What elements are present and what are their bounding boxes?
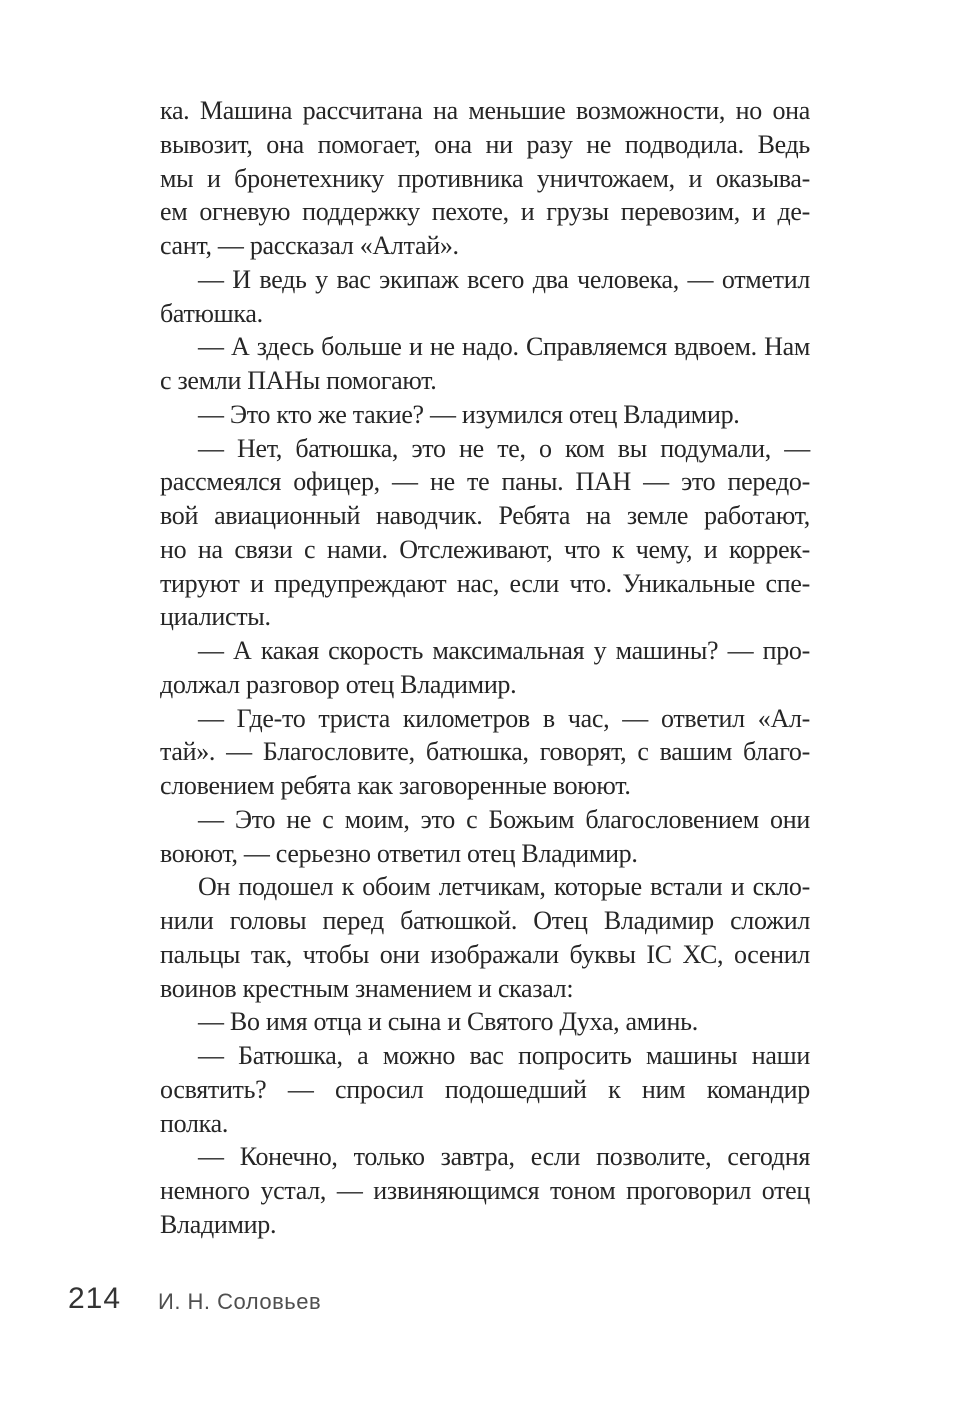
text-line: — А какая скорость максимальная у машины? — про- [198, 636, 810, 665]
text-line: воинов крестным знамением и сказал: [160, 973, 574, 1003]
text-line: но на связи с нами. Отслеживают, что к чему, и коррек- [160, 534, 810, 564]
paragraph [160, 330, 810, 398]
text-line: — Это кто же такие? — изумился отец Владимир. [198, 399, 740, 429]
paragraph [160, 702, 810, 803]
text-line: циалисты. [160, 602, 271, 632]
text-line: ем огневую поддержку пехоте, и грузы перевозим, и де- [160, 197, 810, 227]
running-footer-author: И. Н. Соловьев [158, 1289, 322, 1314]
text-line: немного устал, — извиняющимся тоном проговорил отец [160, 1176, 810, 1205]
text-line: ка. Машина рассчитана на меньшие возможности, но она [160, 96, 810, 125]
text-line: полка. [160, 1108, 229, 1138]
text-line: — Конечно, только завтра, если позволите, сегодня [198, 1142, 810, 1172]
page-number: 214 [68, 1282, 122, 1315]
text-line: нили головы перед батюшкой. Отец Владимир сложил [160, 906, 810, 935]
text-line: вывозит, она помогает, она ни разу не подводила. Ведь [160, 129, 810, 159]
text-line: с земли ПАНы помогают. [160, 366, 437, 395]
text-line: пальцы так, чтобы они изображали буквы IC ХС, осенил [160, 939, 810, 969]
paragraph [160, 803, 810, 871]
text-line: должал разговор отец Владимир. [160, 669, 517, 699]
page-footer [0, 1278, 970, 1322]
text-line: — И ведь у вас экипаж всего два человека, — отметил [198, 264, 810, 294]
text-line: Он подошел к обоим летчикам, которые встали и скло- [198, 872, 810, 902]
text-line: Владимир. [160, 1209, 277, 1239]
text-line: тируют и предупреждают нас, если что. Уникальные спе- [160, 568, 810, 598]
text-line: рассмеялся офицер, — не те паны. ПАН — это передо- [160, 467, 810, 497]
text-line: вой авиационный наводчик. Ребята на земле работают, [160, 501, 810, 530]
paragraph [160, 870, 810, 1005]
text-line: тай». — Благословите, батюшка, говорят, с вашим благо- [160, 737, 810, 767]
text-line: воюют, — серьезно ответил отец Владимир. [160, 838, 638, 868]
paragraph [160, 634, 810, 702]
paragraph [160, 1005, 810, 1039]
text-line: — Где-то триста километров в час, — ответил «Ал- [198, 703, 810, 733]
paragraph [160, 94, 810, 263]
paragraph [160, 398, 810, 432]
text-line: сант, — рассказал «Алтай». [160, 231, 459, 260]
paragraph [160, 263, 810, 331]
paragraph [160, 1039, 810, 1140]
paragraph [160, 1140, 810, 1241]
text-line: освятить? — спросил подошедший к ним командир [160, 1074, 810, 1104]
page-text [160, 94, 810, 1242]
paragraph [160, 432, 810, 635]
text-line: — Батюшка, а можно вас попросить машины наши [198, 1041, 810, 1070]
text-line: — Это не с моим, это с Божьим благословением они [198, 804, 810, 834]
text-line: — Нет, батюшка, это не те, о ком вы подумали, — [198, 433, 810, 463]
text-line: — А здесь больше и не надо. Справляемся вдвоем. Нам [198, 332, 810, 362]
text-line: мы и бронетехнику противника уничтожаем, и оказыва- [160, 163, 810, 193]
text-line: словением ребята как заговоренные воюют. [160, 771, 631, 800]
text-line: — Во имя отца и сына и Святого Духа, аминь. [198, 1007, 698, 1037]
text-line: батюшка. [160, 298, 263, 328]
